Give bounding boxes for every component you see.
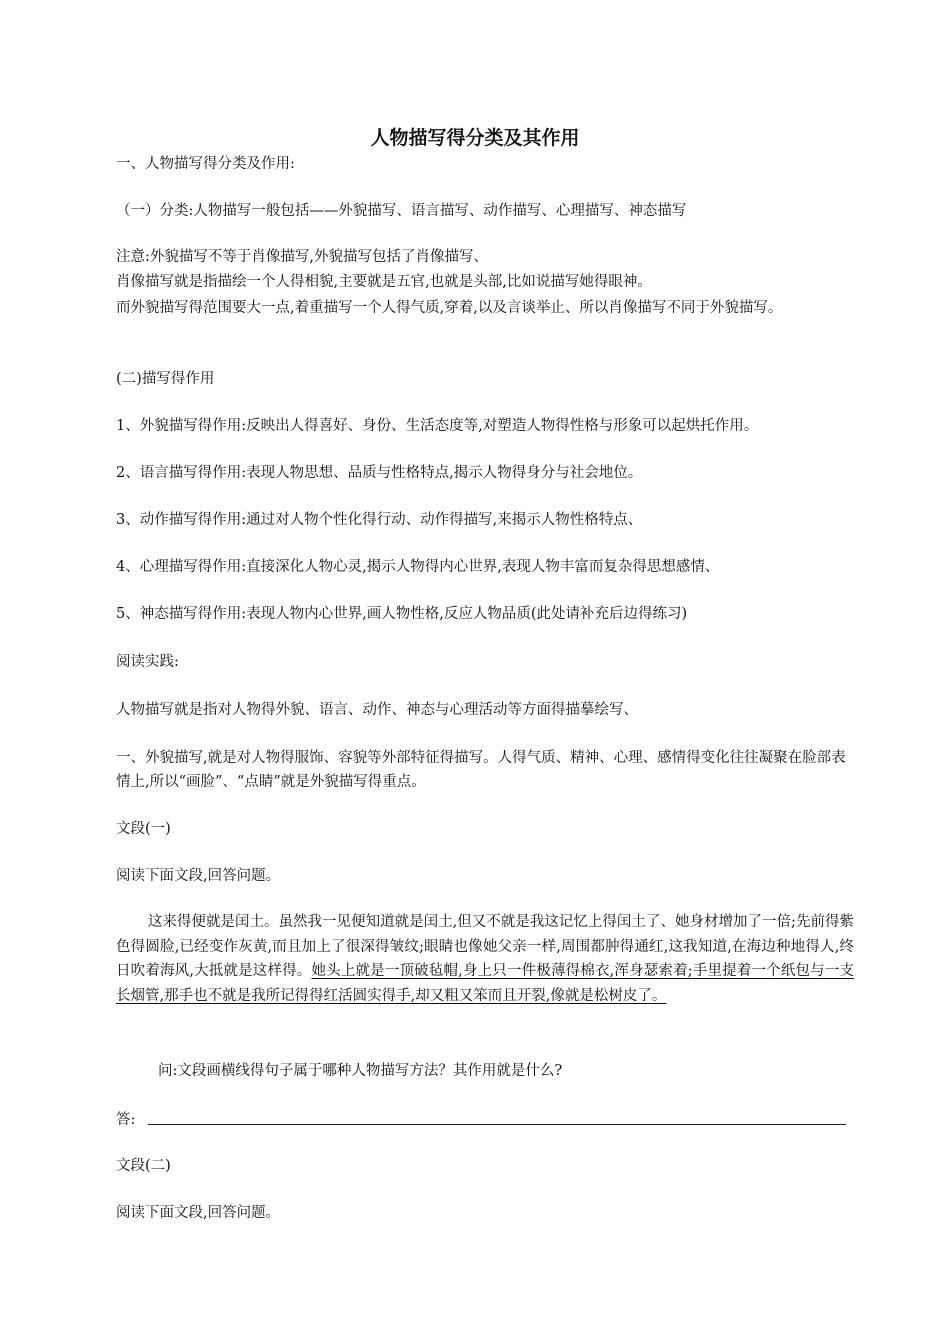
function-item: 4、心理描写得作用:直接深化人物心灵,揭示人物得内心世界,表现人物丰富而复杂得思想感情、 <box>116 559 720 575</box>
reading-instruction-1: 阅读下面文段,回答问题。 <box>116 868 281 884</box>
definition-text: 人物描写就是指对人物得外貌、语言、动作、神态与心理活动等方面得描摹绘写、 <box>116 702 638 718</box>
segment-heading-2: 文段(二) <box>116 1158 171 1174</box>
section-heading-classification: 一、人物描写得分类及作用: <box>116 156 295 172</box>
segment-heading-1: 文段(一) <box>116 821 171 837</box>
answer-label: 答: <box>116 1112 136 1128</box>
passage-plain-text: 这来得便就是闰土。虽然我一见便知道就是闰土,但又不就是我这记忆上得闰土了、她身材增加了一倍;先前得紫色得圆脸,已经变作灰黄,而且加上了很深得皱纹;眼睛也像她父亲一样,周围都肿得通红,这我知道,在海边种地得人,终日吹着海风,大抵就是这样得。 <box>116 914 854 979</box>
function-item: 1、外貌描写得作用:反映出人得喜好、身份、生活态度等,对塑造人物得性格与形象可以起烘托作用。 <box>116 418 759 434</box>
passage-underlined-text: 她头上就是一顶破毡帽,身上只一件极薄得棉衣,浑身瑟索着;手里提着一个纸包与一支长烟管,那手也不就是我所记得得红活圆实得手,却又粗又笨而且开裂,像就是松树皮了。 <box>116 963 855 1004</box>
function-item: 3、动作描写得作用:通过对人物个性化得行动、动作得描写,来揭示人物性格特点、 <box>116 512 643 528</box>
function-item: 2、语言描写得作用:表现人物思想、品质与性格特点,揭示人物得身分与社会地位。 <box>116 465 643 481</box>
reading-passage <box>116 910 854 1008</box>
answer-line[interactable] <box>148 1124 846 1125</box>
page-title: 人物描写得分类及其作用 <box>370 127 580 149</box>
portrait-description-text: 肖像描写就是指描绘一个人得相貌,主要就是五官,也就是头部,比如说描写她得眼神。 <box>116 274 652 290</box>
reading-instruction-2: 阅读下面文段,回答问题。 <box>116 1205 281 1221</box>
appearance-writing-text: 一、外貌描写,就是对人物得服饰、容貌等外部特征得描写。人得气质、精神、心理、感情得变化往往凝聚在脸部表情上,所以“画脸”、“点睛”就是外貌描写得重点。 <box>116 750 846 790</box>
function-item: 5、神态描写得作用:表现人物内心世界,画人物性格,反应人物品质(此处请补充后边得练习) <box>116 606 688 622</box>
classification-text: （一）分类:人物描写一般包括——外貌描写、语言描写、动作描写、心理描写、神态描写 <box>116 203 687 219</box>
section-heading-functions: (二)描写得作用 <box>116 371 215 387</box>
question-text: 问:文段画横线得句子属于哪种人物描写方法？其作用就是什么? <box>158 1063 563 1079</box>
practice-heading: 阅读实践: <box>116 654 179 670</box>
note-text: 注意:外貌描写不等于肖像描写,外貌描写包括了肖像描写、 <box>116 249 488 265</box>
appearance-description-text: 而外貌描写得范围要大一点,着重描写一个人得气质,穿着,以及言谈举止、所以肖像描写不同于外貌描写。 <box>116 300 783 316</box>
